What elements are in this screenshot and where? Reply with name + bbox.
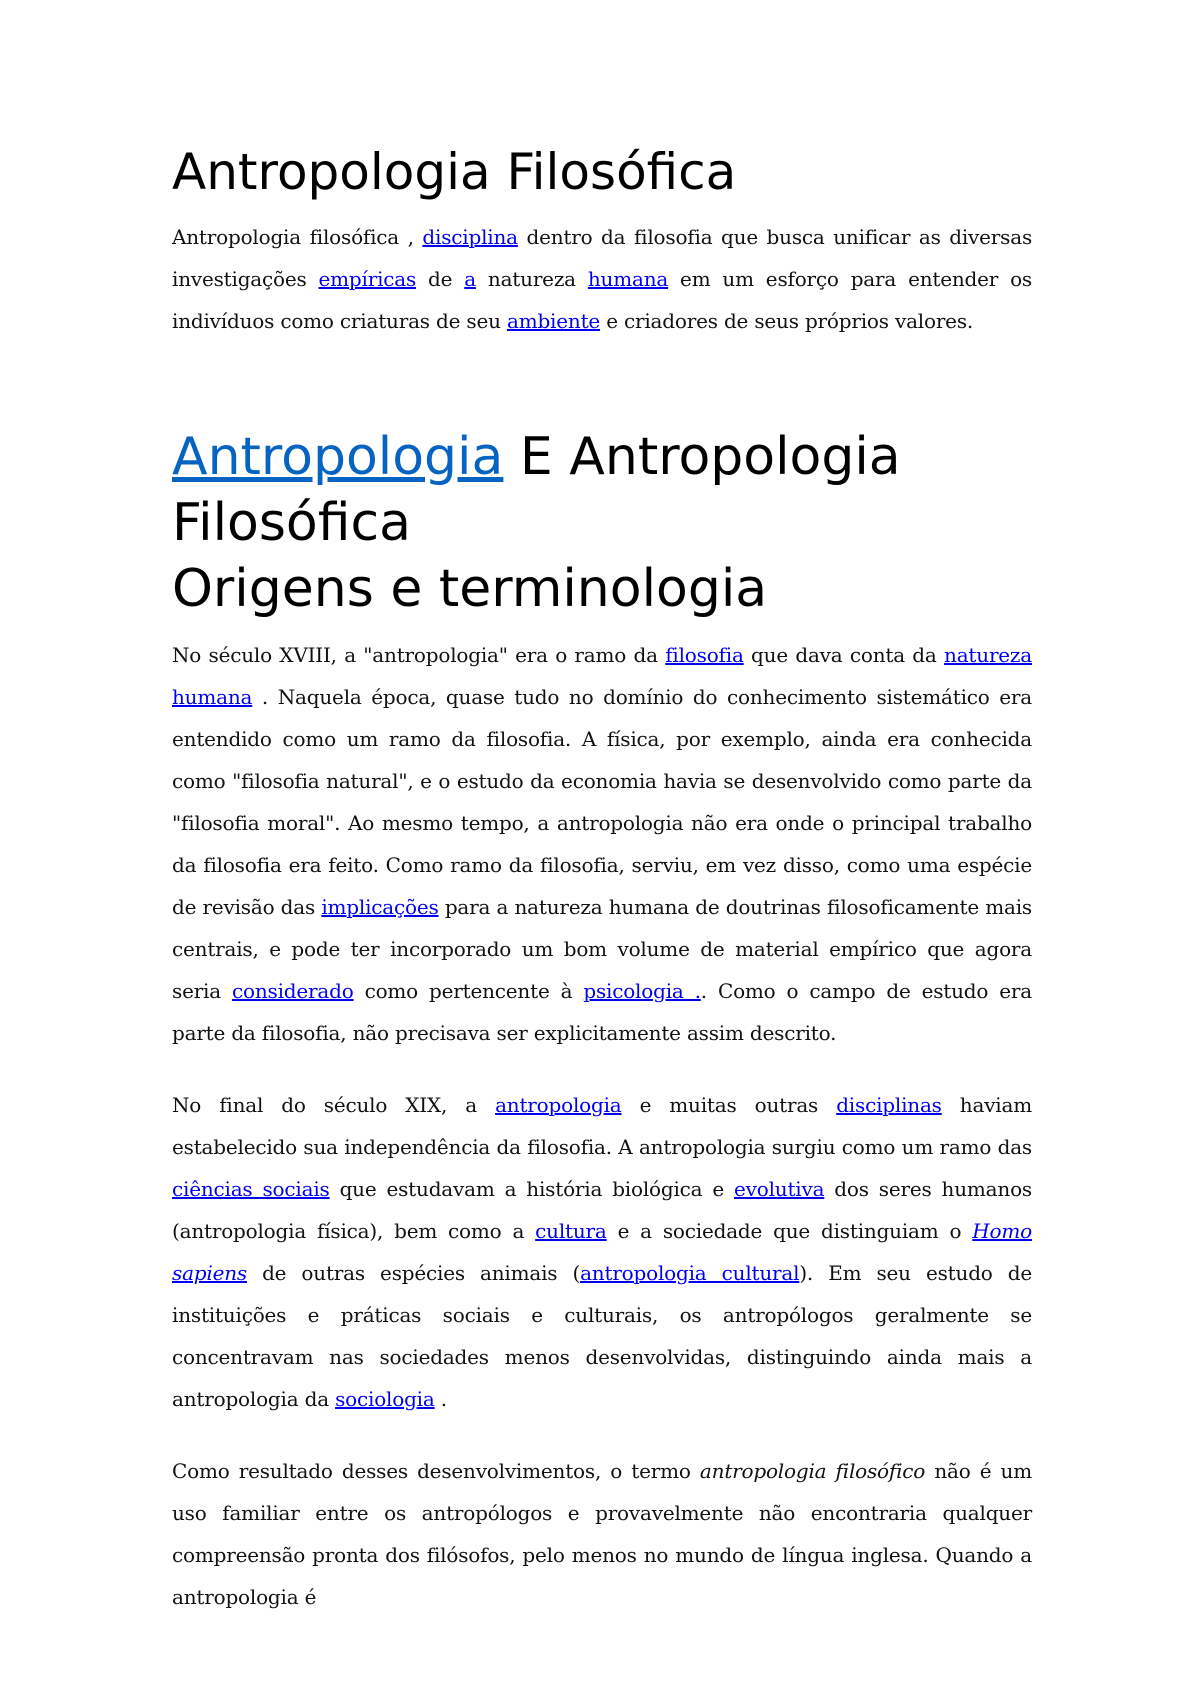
text: em um esforço para entender os indivíduos como criaturas de seu <box>172 267 1032 333</box>
emphasis-term: antropologia filosófico <box>699 1459 926 1483</box>
paragraph-results <box>172 1450 1032 1618</box>
link-homo-sapiens[interactable]: Homo sapiens <box>172 1219 1032 1285</box>
link-antropologia-heading[interactable]: Antropologia <box>172 427 504 487</box>
link-natureza-humana[interactable]: natureza humana <box>172 643 1032 709</box>
link-disciplina[interactable]: disciplina <box>422 225 518 249</box>
text: de <box>416 267 465 291</box>
text: haviam estabelecido sua independência da filosofia. A antropologia surgiu como um ramo das <box>172 1093 1032 1159</box>
link-antropologia[interactable]: antropologia <box>495 1093 622 1117</box>
link-humana[interactable]: humana <box>587 267 669 291</box>
text: . Como o campo de estudo era parte da filosofia, não precisava ser explicitamente assim descrito. <box>172 979 1032 1045</box>
page-title: Antropologia Filosófica <box>172 143 737 201</box>
section-heading <box>172 424 1032 556</box>
subheading: Origens e terminologia <box>172 559 768 619</box>
text: não é um uso familiar entre os antropólogos e provavelmente não encontraria qualquer compreensão pronta dos filósofos, pelo menos no mundo de língua inglesa. Quando a antropologia é <box>172 1459 1032 1609</box>
text: ). Em seu estudo de instituições e práticas sociais e culturais, os antropólogos geralmente se concentravam nas sociedades menos desenvolvidas, distinguindo ainda mais a antropologia da <box>172 1261 1032 1411</box>
text: Antropologia filosófica , <box>172 225 423 249</box>
link-a[interactable]: a <box>464 267 476 291</box>
text: e a sociedade que distinguiam o <box>606 1219 973 1243</box>
text: natureza <box>475 267 588 291</box>
text: de outras espécies animais ( <box>246 1261 581 1285</box>
link-ciencias-sociais[interactable]: ciências sociais <box>172 1177 330 1201</box>
text: para a natureza humana de doutrinas filosoficamente mais centrais, e pode ter incorporado um bom volume de material empírico que agora seria <box>172 895 1032 1003</box>
link-sociologia[interactable]: sociologia <box>335 1387 435 1411</box>
text: e muitas outras <box>621 1093 837 1117</box>
link-implicacoes[interactable]: implicações <box>321 895 439 919</box>
intro-paragraph <box>172 216 1032 342</box>
text: dentro da filosofia que busca unificar as diversas investigações <box>172 225 1033 291</box>
link-cultura[interactable]: cultura <box>535 1219 607 1243</box>
link-considerado[interactable]: considerado <box>232 979 354 1003</box>
paragraph-nineteenth-century <box>172 1084 1032 1420</box>
document-page <box>172 140 1032 1648</box>
link-ambiente[interactable]: ambiente <box>506 309 601 333</box>
text: . <box>434 1387 447 1411</box>
link-evolutiva[interactable]: evolutiva <box>734 1177 825 1201</box>
text: que dava conta da <box>743 643 945 667</box>
text: No século XVIII, a "antropologia" era o ramo da <box>172 643 666 667</box>
text: que estudavam a história biológica e <box>329 1177 734 1201</box>
link-filosofia[interactable]: filosofia <box>665 643 744 667</box>
link-empiricas[interactable]: empíricas <box>318 267 417 291</box>
section-heading-text: E Antropologia Filosófica <box>172 427 901 553</box>
text: Como resultado desses desenvolvimentos, o termo <box>172 1459 700 1483</box>
text: dos seres humanos (antropologia física), bem como a <box>172 1177 1032 1243</box>
link-psicologia[interactable]: psicologia . <box>583 979 701 1003</box>
link-antropologia-cultural[interactable]: antropologia cultural <box>580 1261 800 1285</box>
link-disciplinas[interactable]: disciplinas <box>836 1093 942 1117</box>
text: e criadores de seus próprios valores. <box>600 309 974 333</box>
text: No final do século XIX, a <box>172 1093 496 1117</box>
text: . Naquela época, quase tudo no domínio do conhecimento sistemático era entendido como um ramo da filosofia. A física, por exemplo, ainda era conhecida como "filosofia natural", e o estudo da economia havia se desenvolvido como parte da "filosofia moral". Ao mesmo tempo, a antropologia não era onde o principal trabalho da filosofia era feito. Como ramo da filosofia, serviu, em vez disso, como uma espécie de revisão das <box>172 685 1032 919</box>
paragraph-origins <box>172 634 1032 1054</box>
text: como pertencente à <box>353 979 584 1003</box>
